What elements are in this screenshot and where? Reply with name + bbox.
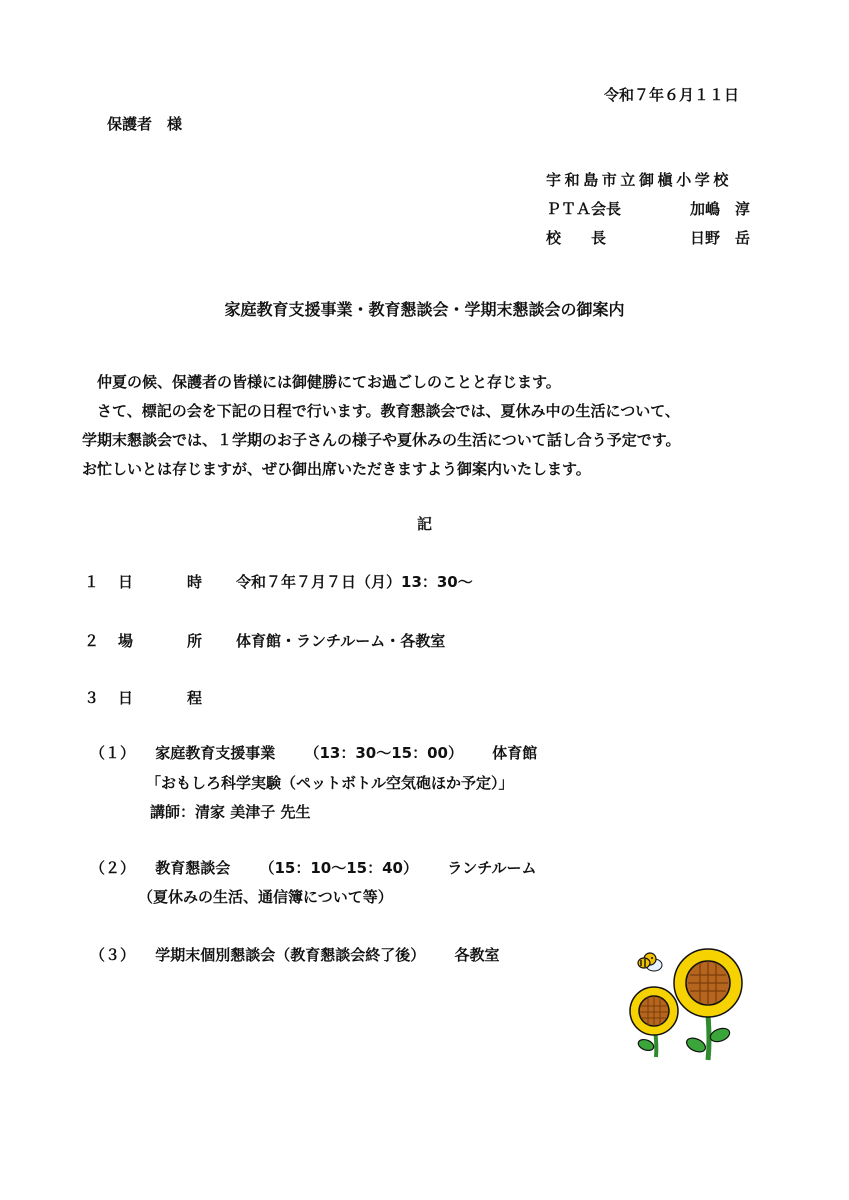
label-char: 日 bbox=[118, 689, 134, 707]
schedule-place: 体育館 bbox=[492, 744, 538, 762]
schedule-name: 学期末個別懇談会（教育懇談会終了後） bbox=[155, 946, 426, 964]
stem bbox=[708, 1015, 709, 1060]
body-line-4: お忙しいとは存じますが、ぜひ御出席いただきますよう御案内いたします。 bbox=[82, 460, 591, 478]
schedule-time: （15：10～15：40） bbox=[259, 859, 418, 877]
schedule-time: （13：30～15：00） bbox=[304, 744, 463, 762]
addressee: 保護者 様 bbox=[107, 115, 183, 133]
schedule-2 bbox=[90, 861, 536, 876]
schedule-name: 教育懇談会 bbox=[155, 859, 231, 877]
label-char: 所 bbox=[186, 632, 202, 650]
schedule-1-teacher: 講師：清家 美津子 先生 bbox=[150, 803, 311, 821]
item-number: １ bbox=[84, 573, 100, 591]
schedule-place: 各教室 bbox=[454, 946, 500, 964]
sunflower-bee-illustration bbox=[620, 935, 750, 1065]
item-value: 令和７年７月７日（月）13：30～ bbox=[236, 573, 473, 591]
principal-title: 校 長 bbox=[546, 229, 607, 247]
item-schedule bbox=[84, 691, 236, 706]
schedule-2-note: （夏休みの生活、通信簿について等） bbox=[138, 888, 393, 906]
label-char: 日 bbox=[118, 573, 134, 591]
document-title: 家庭教育支援事業・教育懇談会・学期末懇談会の御案内 bbox=[224, 300, 625, 319]
body-line-2: さて、標記の会を下記の日程で行います。教育懇談会では、夏休み中の生活について、 bbox=[97, 402, 680, 420]
item-datetime bbox=[84, 575, 473, 590]
leaf bbox=[684, 1035, 707, 1054]
leaf bbox=[709, 1026, 732, 1044]
schedule-1 bbox=[90, 746, 537, 761]
principal-name: 日野 岳 bbox=[689, 229, 750, 247]
small-sunflower bbox=[630, 987, 678, 1035]
ki-heading: 記 bbox=[416, 515, 432, 533]
big-sunflower bbox=[674, 949, 742, 1017]
item-label bbox=[118, 691, 236, 706]
sender-pta bbox=[546, 202, 750, 217]
item-value: 体育館・ランチルーム・各教室 bbox=[236, 632, 446, 650]
schedule-place: ランチルーム bbox=[447, 859, 537, 877]
item-place bbox=[84, 634, 445, 649]
pta-title: ＰＴＡ会長 bbox=[546, 200, 622, 218]
label-char: 時 bbox=[186, 573, 202, 591]
item-number: ２ bbox=[84, 632, 100, 650]
body-line-3: 学期末懇談会では、１学期のお子さんの様子や夏休みの生活について話し合う予定です。 bbox=[82, 431, 681, 449]
body-line-1: 仲夏の候、保護者の皆様には御健勝にてお過ごしのことと存じます。 bbox=[97, 373, 561, 391]
label-char: 程 bbox=[186, 689, 202, 707]
schedule-name: 家庭教育支援事業 bbox=[155, 744, 276, 762]
sender-school bbox=[546, 173, 750, 188]
leaf bbox=[637, 1038, 655, 1053]
label-char: 場 bbox=[118, 632, 134, 650]
schedule-marker: （３） bbox=[90, 946, 136, 964]
schedule-marker: （２） bbox=[90, 859, 136, 877]
schedule-1-note: 「おもしろ科学実験（ペットボトル空気砲ほか予定）」 bbox=[146, 774, 514, 792]
bee-icon bbox=[638, 953, 662, 971]
item-label bbox=[118, 575, 236, 590]
item-number: ３ bbox=[84, 689, 100, 707]
schedule-3 bbox=[90, 948, 500, 963]
sender-principal bbox=[546, 231, 750, 246]
schedule-marker: （１） bbox=[90, 744, 136, 762]
document-date: 令和７年６月１１日 bbox=[603, 86, 739, 104]
school-name: 宇和島市立御槇小学校 bbox=[546, 171, 733, 189]
item-label bbox=[118, 634, 236, 649]
pta-name: 加嶋 淳 bbox=[689, 200, 750, 218]
